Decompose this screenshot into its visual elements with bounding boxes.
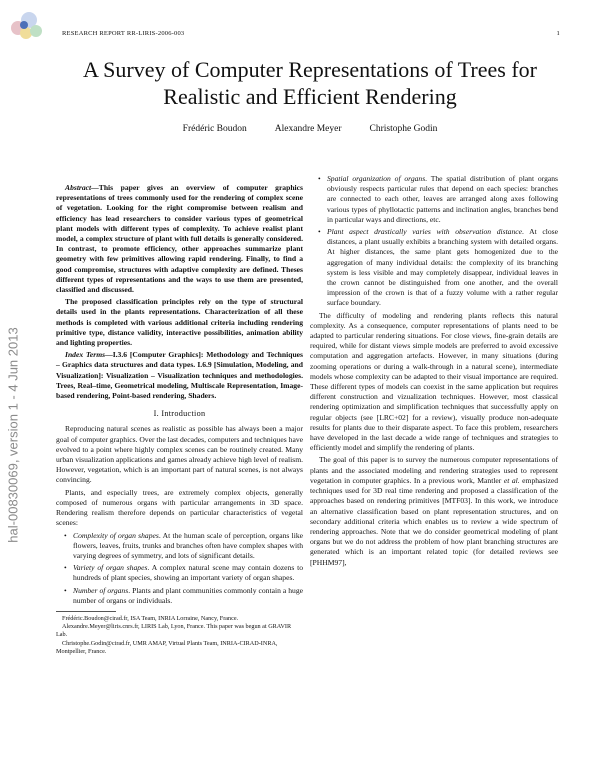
list-item-text: . The spatial distribution of plant organs obviously respects particular rules that depend on each species: branches are connected to each other, leaves are arranged along axes following various types of phyllotactic patterns and inclination angles, branches bend in particular ways and directions, etc. [327,174,558,224]
report-number: RESEARCH REPORT RR-LIRIS-2006-003 [62,30,185,37]
footnote: Alexandre.Meyer@liris.cnrs.fr, LIRIS Lab, Lyon, France. This paper was begun at GRAVIR Lab. [56,623,292,639]
running-header [62,30,560,37]
abstract [56,183,303,295]
footnote: Christophe.Godin@cirad.fr, UMR AMAP, Virtual Plants Team, INRIA-CIRAD-INRA, Montpellier, France. [56,639,278,655]
list-item [73,563,303,583]
list-item [327,174,558,225]
abstract-text: —This paper gives an overview of computer graphics representations of trees commonly used for the rendering of complex scene of vegetation. Looking for the right compromise between realism and efficiency has lead researchers to consider various types of geometrical plant models with different types of complexity. To achieve realist plant model, a complex structure of plant with full details is generally considered. In contrast, to promote efficiency, other approaches summarize plant geometry with few primitives allowing rapid rendering. Finally, to find a good compromise, structures with adaptive complexity are defined. Theses different types of representations and the ways to use them are presented, classified and discussed. [56,183,303,295]
list-item-lead: Number of organs [73,585,129,595]
abstract-paragraph-2: The proposed classification principles rely on the type of structural details used in the plants representations. Characterization of all these methods is completed with various additional criteria including rendering primitive type, distance validity, interactive possibilities, animation ability and lighting properties. [56,297,303,348]
hal-side-stamp [0,270,26,600]
hal-logo [6,6,52,46]
index-terms-label: Index Terms [65,350,106,360]
list-item-text: . At the human scale of perception, organs like flowers, leaves, fruits, trunks and branches often have complex shapes with varying degrees of symmetry, and lots of significant details. [73,530,303,560]
list-item-lead: Complexity of organ shapes [73,530,159,540]
right-column [310,174,558,570]
body-paragraph-goal [310,455,558,567]
footnote: Frédéric.Boudon@cirad.fr, ISA Team, INRIA Lorraine, Nancy, France. [62,614,239,622]
list-item-lead: Spatial organization of organs [327,174,426,183]
author: Alexandre Meyer [274,124,342,134]
list-item [327,227,558,309]
list-item-lead: Variety of organ shapes [73,563,148,573]
author: Christophe Godin [369,124,438,134]
title-line-1: A Survey of Computer Representations of Trees for [83,57,537,82]
text-run: emphasized techniques used for 3D real time rendering and proposed a classification of the approaches based on rendering primitives [MTF03]. In this work, we introduce an alternative classification based on plant representation structures, and on secondary additional criteria which enables us to review a wide spectrum of rendering approaches. Note that we do consider geometrical modeling of plant organs but we do not address the problem of how plant branching structures are generated which is an important related topic (for detailed reviews see [PHHM97], [310,475,559,567]
list-item-lead: Plant aspect drastically varies with observation distance [327,227,523,237]
side-stamp-text: hal-00830069, version 1 - 4 Jun 2013 [5,327,21,543]
text-run: The goal of this paper is to survey the numerous computer representations of plants and the associated modeling and rendering strategies used to represent vegetation in computer graphics. In a previous work, Mantler [310,455,558,485]
author-list [60,124,560,134]
text-run-italic: et al. [503,475,520,485]
list-item-text: . Plants and plant communities commonly contain a huge number of organs or individuals. [73,585,303,605]
index-terms [56,350,303,401]
index-terms-text: —I.3.6 [Computer Graphics]: Methodology and Techniques – Graphics data structures and data types. I.6.9 [Simulation, Modeling, and Visualization]: Visualization – Visualization techniques and methodologies. Trees, Real–time, Geometrical modeling, Multiscale Representation, Image-based rendering, Point-based rendering, Shaders. [56,350,303,401]
list-item [73,586,303,606]
page-number: 1 [556,30,560,37]
characteristics-list-left [56,531,303,606]
abstract-label: Abstract [65,183,92,192]
footnotes [56,615,303,656]
title-line-2: Realistic and Efficient Rendering [163,84,457,109]
intro-paragraph-2: Plants, and especially trees, are extremely complex objects, generally composed of numerous organs with particular arrangements in 3D space. Rendering realism therefore depends on particular characteristics of vegetal scenes: [56,487,303,528]
footnote-rule [56,611,116,612]
section-heading: I. Introduction [153,409,206,419]
list-item-text: . A complex natural scene may contain dozens to hundreds of plant species, showing an important variety of organ shapes. [73,563,303,583]
list-item-text: . At close distances, a plant usually exhibits a branching system with detailed organs. At higher distances, the same plant gets homogenized due to the aggregation of many individual details: the complexity of its branching system is less visible and may completely disappear, individual leaves in the crown cannot be distinguished from one another, and the overall impression of the crown is that of a fuzzy volume with a rather regular surface boundary. [327,227,558,308]
paper-title [40,56,580,110]
characteristics-list-right [310,174,558,309]
list-item [73,531,303,562]
left-column [56,183,303,656]
body-paragraph: The difficulty of modeling and rendering plants reflects this natural complexity. As a consequence, computer representations of plants need to be adapted to particular rendering situations. For close views, fine-grain details are required, while for distant views simple models are preferred to avoid excessive computation and aggregation artefacts. However, in many situations (during zooming operations or during a walk-through in a natural scene), intermediate models whose complexity can be adapted to their visual importance are required. These different types of models can coexist in the same application but requires different construction and vizualization techniques. However, most classical rendering optimization and simplification techniques that successfully apply on regular objects (see [LRC+02] for a review), visually produce non-adequate results for plants due to their disparate aspect. To face this problem, researchers have developed in the last decade a wide range of techniques and strategies to efficiently model and simplify the rendering of plants. [310,310,558,453]
intro-paragraph-1: Reproducing natural scenes as realistic as possible has always been a major goal of computer graphics. Over the last decades, computers and techniques have evolved to a point where highly complex scenes can be routinely created. Many urban visualization applications and games already achieve high level of realism. However, vegetation, which is an important part of natural scenes, is not always convincing. [56,424,303,485]
author: Frédéric Boudon [182,124,247,134]
